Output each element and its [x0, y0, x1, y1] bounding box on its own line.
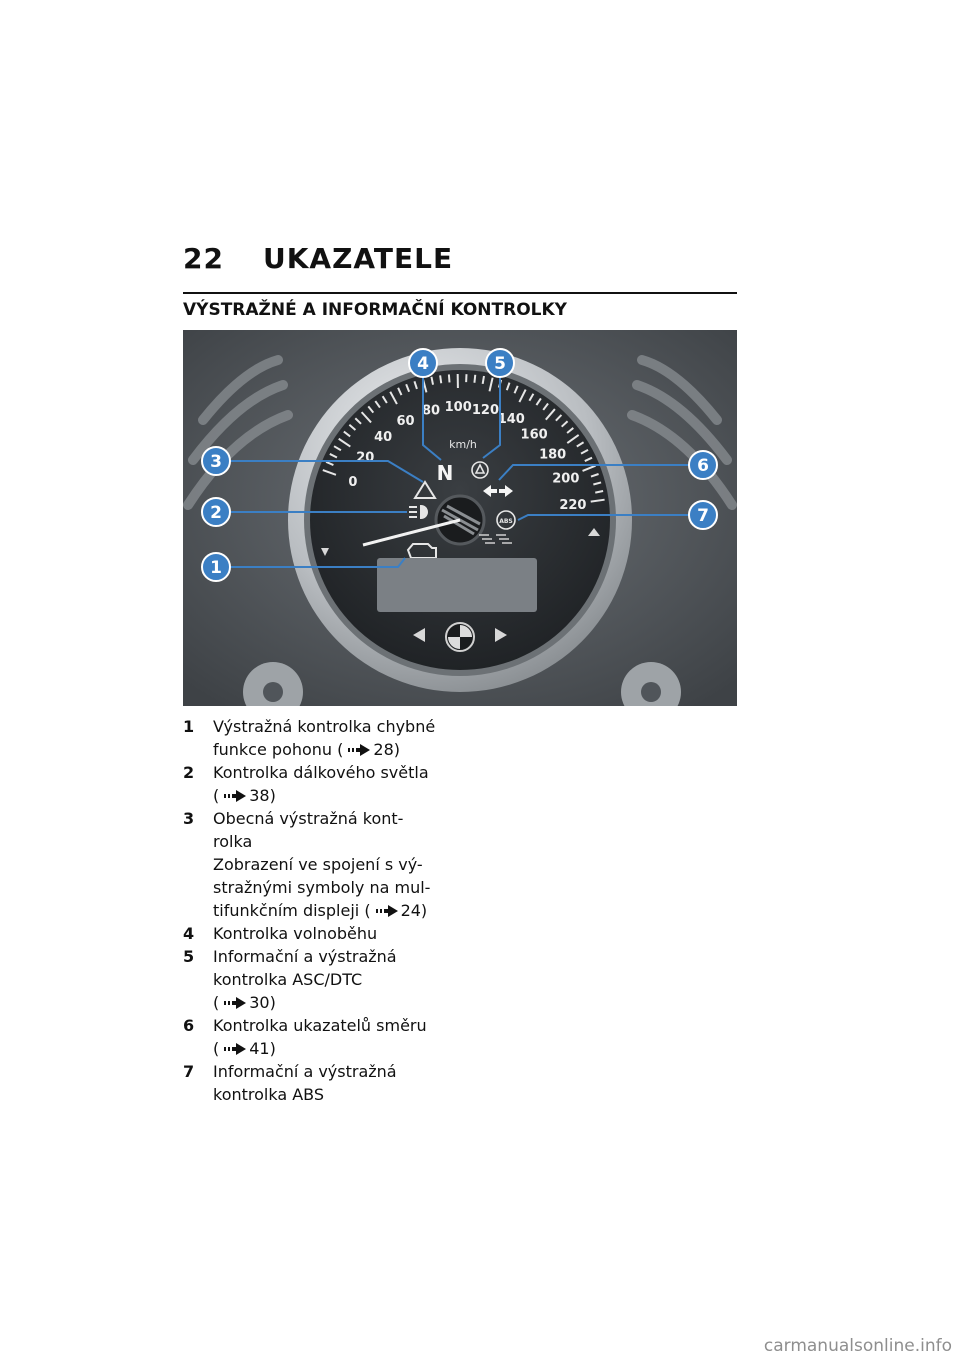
legend-text: kontrolka ABS	[213, 1085, 325, 1104]
page-reference-arrow-icon	[224, 997, 246, 1009]
legend-number: 7	[183, 1062, 195, 1081]
dial-tick	[483, 376, 484, 384]
legend-text: kontrolka ASC/DTC	[213, 970, 363, 989]
legend-text: Zobrazení ve spojení s vý-	[213, 855, 423, 874]
legend-text: Informační a výstražná	[213, 1062, 397, 1081]
page-number: 22	[183, 242, 224, 275]
legend-text: Obecná výstražná kont-	[213, 809, 404, 828]
legend-item	[183, 922, 473, 945]
neutral-indicator: N	[436, 461, 454, 485]
dial-tick	[440, 375, 441, 383]
chapter-title: UKAZATELE	[263, 242, 454, 275]
dial-tick-label: 140	[497, 412, 525, 428]
page-reference-arrow-icon	[376, 905, 398, 917]
page-reference[interactable]: ( 41)	[213, 1039, 276, 1058]
legend-number: 1	[183, 717, 195, 736]
legend-text: Kontrolka ukazatelů směru	[213, 1016, 427, 1035]
svg-text:ABS: ABS	[499, 518, 513, 525]
callout-number: 1	[210, 558, 222, 578]
dial-tick-label: 180	[539, 447, 567, 463]
dial-tick-label: 80	[421, 403, 441, 419]
legend-text: Informační a výstražná	[213, 947, 397, 966]
callout-number: 6	[697, 456, 709, 476]
dial-tick-label: 40	[374, 429, 393, 445]
page-reference[interactable]: ( 28)	[332, 740, 400, 759]
legend-text: funkce pohonu ( 28)	[213, 740, 400, 759]
callout-number: 7	[697, 506, 709, 526]
legend-item	[183, 715, 473, 761]
watermark: carmanualsonline.info	[763, 1336, 952, 1356]
dial-tick-label: 160	[520, 427, 548, 443]
dial-tick-label: 60	[396, 413, 415, 429]
dial-tick-label: 200	[552, 471, 580, 487]
bmw-logo-icon	[446, 623, 474, 651]
dial-tick-label: 120	[471, 402, 500, 418]
page-reference-arrow-icon	[348, 744, 370, 756]
callout-number: 4	[417, 354, 429, 374]
dial-tick	[474, 375, 475, 383]
multifunction-display	[377, 558, 537, 612]
legend-list	[183, 715, 473, 1106]
page-reference[interactable]: ( 30)	[213, 993, 276, 1012]
callout-number: 2	[210, 503, 222, 523]
section-title: VÝSTRAŽNÉ A INFORMAČNÍ KONTROLKY	[183, 300, 567, 320]
heading-rule	[183, 292, 737, 294]
legend-text: tifunkčním displeji ( 24)	[213, 901, 428, 920]
legend-item	[183, 1014, 473, 1060]
callout-number: 5	[494, 354, 506, 374]
legend-number: 5	[183, 947, 195, 966]
page-reference[interactable]: ( 38)	[213, 786, 276, 805]
legend-number: 3	[183, 809, 195, 828]
legend-item	[183, 807, 473, 922]
legend-number: 2	[183, 763, 195, 782]
dial-tick-label: 220	[559, 498, 587, 514]
page-reference-arrow-icon	[224, 1043, 246, 1055]
callout-number: 3	[210, 452, 222, 472]
instrument-cluster-figure	[183, 330, 737, 706]
dial-tick-label: 0	[348, 475, 358, 491]
speedometer-illustration	[183, 330, 737, 706]
legend-item	[183, 945, 473, 1014]
dial-tick-label: 20	[356, 450, 375, 466]
page-reference[interactable]: ( 24)	[359, 901, 428, 920]
legend-text: Kontrolka dálkového světla	[213, 763, 429, 782]
dial-tick	[449, 374, 450, 382]
legend-item	[183, 1060, 473, 1106]
legend-item	[183, 761, 473, 807]
chapter-heading	[183, 242, 453, 275]
legend-number: 4	[183, 924, 195, 943]
legend-text: Výstražná kontrolka chybné	[213, 717, 436, 736]
unit-label: km/h	[449, 438, 477, 451]
legend-text: rolka	[213, 832, 253, 851]
legend-number: 6	[183, 1016, 195, 1035]
page-reference-arrow-icon	[224, 790, 246, 802]
legend-text: Kontrolka volnoběhu	[213, 924, 378, 943]
legend-text: stražnými symboly na mul-	[213, 878, 431, 897]
dial-tick-label: 100	[444, 400, 472, 416]
